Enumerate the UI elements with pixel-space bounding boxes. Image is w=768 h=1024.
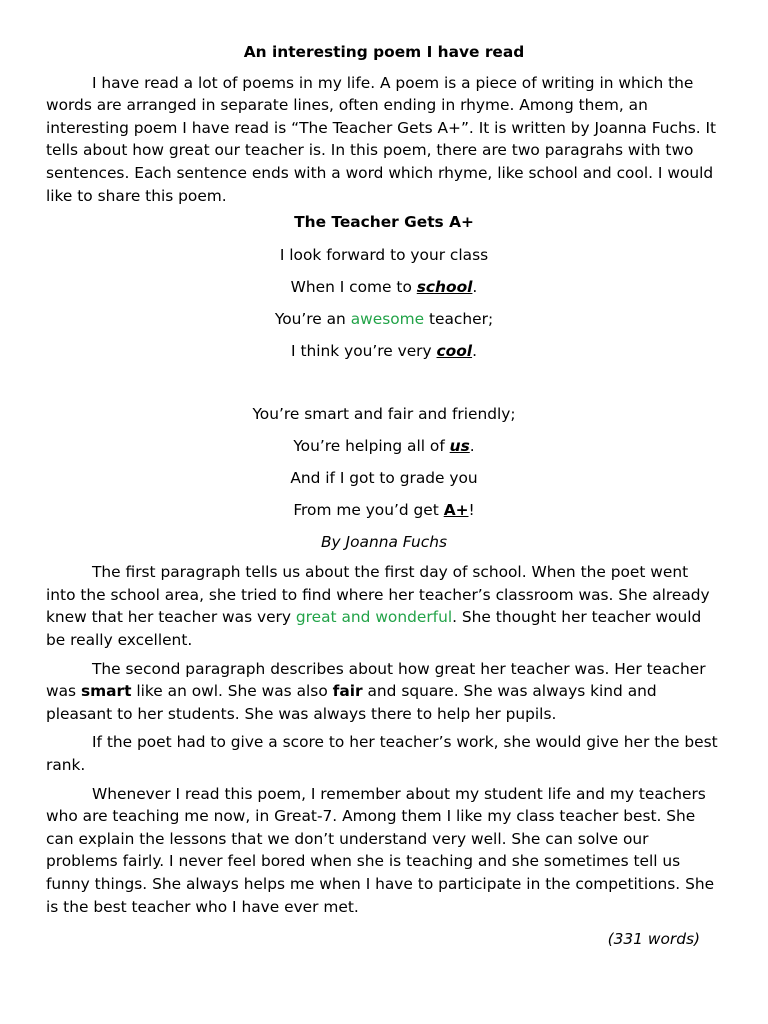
poem-line-1 bbox=[46, 244, 722, 267]
poem-line-1-text: I look forward to your class bbox=[279, 245, 489, 264]
p2-text-b: like an owl. She was also bbox=[131, 682, 333, 701]
poem-line-7 bbox=[46, 467, 722, 490]
poem-line-6 bbox=[46, 435, 722, 458]
p1-text-start: The first paragraph tells us about the first day of school. When the poet went into the school area, she tried to find where her teacher’s classroom was. She already knew that her teacher was very bbox=[46, 563, 710, 627]
paragraph-personal-reflection: Whenever I read this poem, I remember about my student life and my teachers who are teaching me now, in Great-7. Among them I like my class teacher best. She can explain the lessons that we don’t understand very well. She can solve our problems fairly. I never feel bored when she is teaching and she sometimes tell us funny things. She always helps me when I have to participate in the competitions. She is the best teacher who I have ever met. bbox=[46, 784, 715, 916]
essay-title: An interesting poem I have read bbox=[243, 43, 525, 61]
poem-line-6-punct: . bbox=[469, 436, 475, 455]
highlight-awesome: awesome bbox=[350, 309, 425, 328]
poem-line-2-text: When I come to bbox=[290, 277, 417, 296]
poem-line-2-punct: . bbox=[472, 277, 478, 296]
poem-line-8-punct: ! bbox=[468, 500, 475, 519]
poem-line-2 bbox=[46, 276, 722, 299]
p1-text-end: . She thought her teacher would be really excellent. bbox=[46, 608, 702, 649]
p2-text-c: and square. She was always kind and pleasant to her students. She was always there to help her pupils. bbox=[46, 682, 657, 723]
poem-line-4-text: I think you’re very bbox=[291, 341, 437, 360]
grade-a-plus: A+ bbox=[443, 500, 469, 519]
rhyme-word-us: us bbox=[449, 436, 470, 455]
poem-line-5-text: You’re smart and fair and friendly; bbox=[252, 404, 516, 423]
bold-fair: fair bbox=[332, 682, 363, 701]
poem-line-8 bbox=[46, 499, 722, 522]
paragraph-score: If the poet had to give a score to her teacher’s work, she would give her the best rank. bbox=[46, 733, 718, 774]
paragraph-first-stanza bbox=[46, 561, 722, 651]
poem-author: By Joanna Fuchs bbox=[321, 532, 447, 551]
poem-line-6-text: You’re helping all of bbox=[293, 436, 450, 455]
poem-line-5 bbox=[46, 403, 722, 426]
poem-line-4-punct: . bbox=[472, 341, 477, 360]
poem-line-7-text: And if I got to grade you bbox=[290, 468, 478, 487]
poem-line-3 bbox=[46, 308, 722, 331]
stanza-break bbox=[46, 372, 722, 403]
poem-line-3-text: You’re an bbox=[274, 309, 351, 328]
poem-title: The Teacher Gets A+ bbox=[294, 213, 474, 232]
bold-smart: smart bbox=[80, 682, 132, 701]
poem-line-4 bbox=[46, 340, 722, 363]
word-count: (331 words) bbox=[607, 930, 700, 949]
poem-line-8-text: From me you’d get bbox=[293, 500, 444, 519]
poem-line-3-end: teacher; bbox=[424, 309, 494, 328]
p2-text-a: The second paragraph describes about how great her teacher was. Her teacher was bbox=[46, 659, 706, 701]
paragraph-second-stanza bbox=[46, 658, 722, 726]
rhyme-word-school: school bbox=[416, 277, 473, 296]
intro-paragraph: I have read a lot of poems in my life. A poem is a piece of writing in which the words are arranged in separate lines, often ending in rhyme. Among them, an interesting poem I have read is “The Teacher Gets A+”. It is written by Joanna Fuchs. It tells about how great our teacher is. In this poem, there are two paragrahs with two sentences. Each sentence ends with a word which rhyme, like school and cool. I would like to share this poem. bbox=[46, 73, 717, 205]
highlight-great-and-wonderful: great and wonderful bbox=[295, 608, 453, 627]
document-page bbox=[46, 41, 722, 951]
rhyme-word-cool: cool bbox=[436, 341, 473, 360]
